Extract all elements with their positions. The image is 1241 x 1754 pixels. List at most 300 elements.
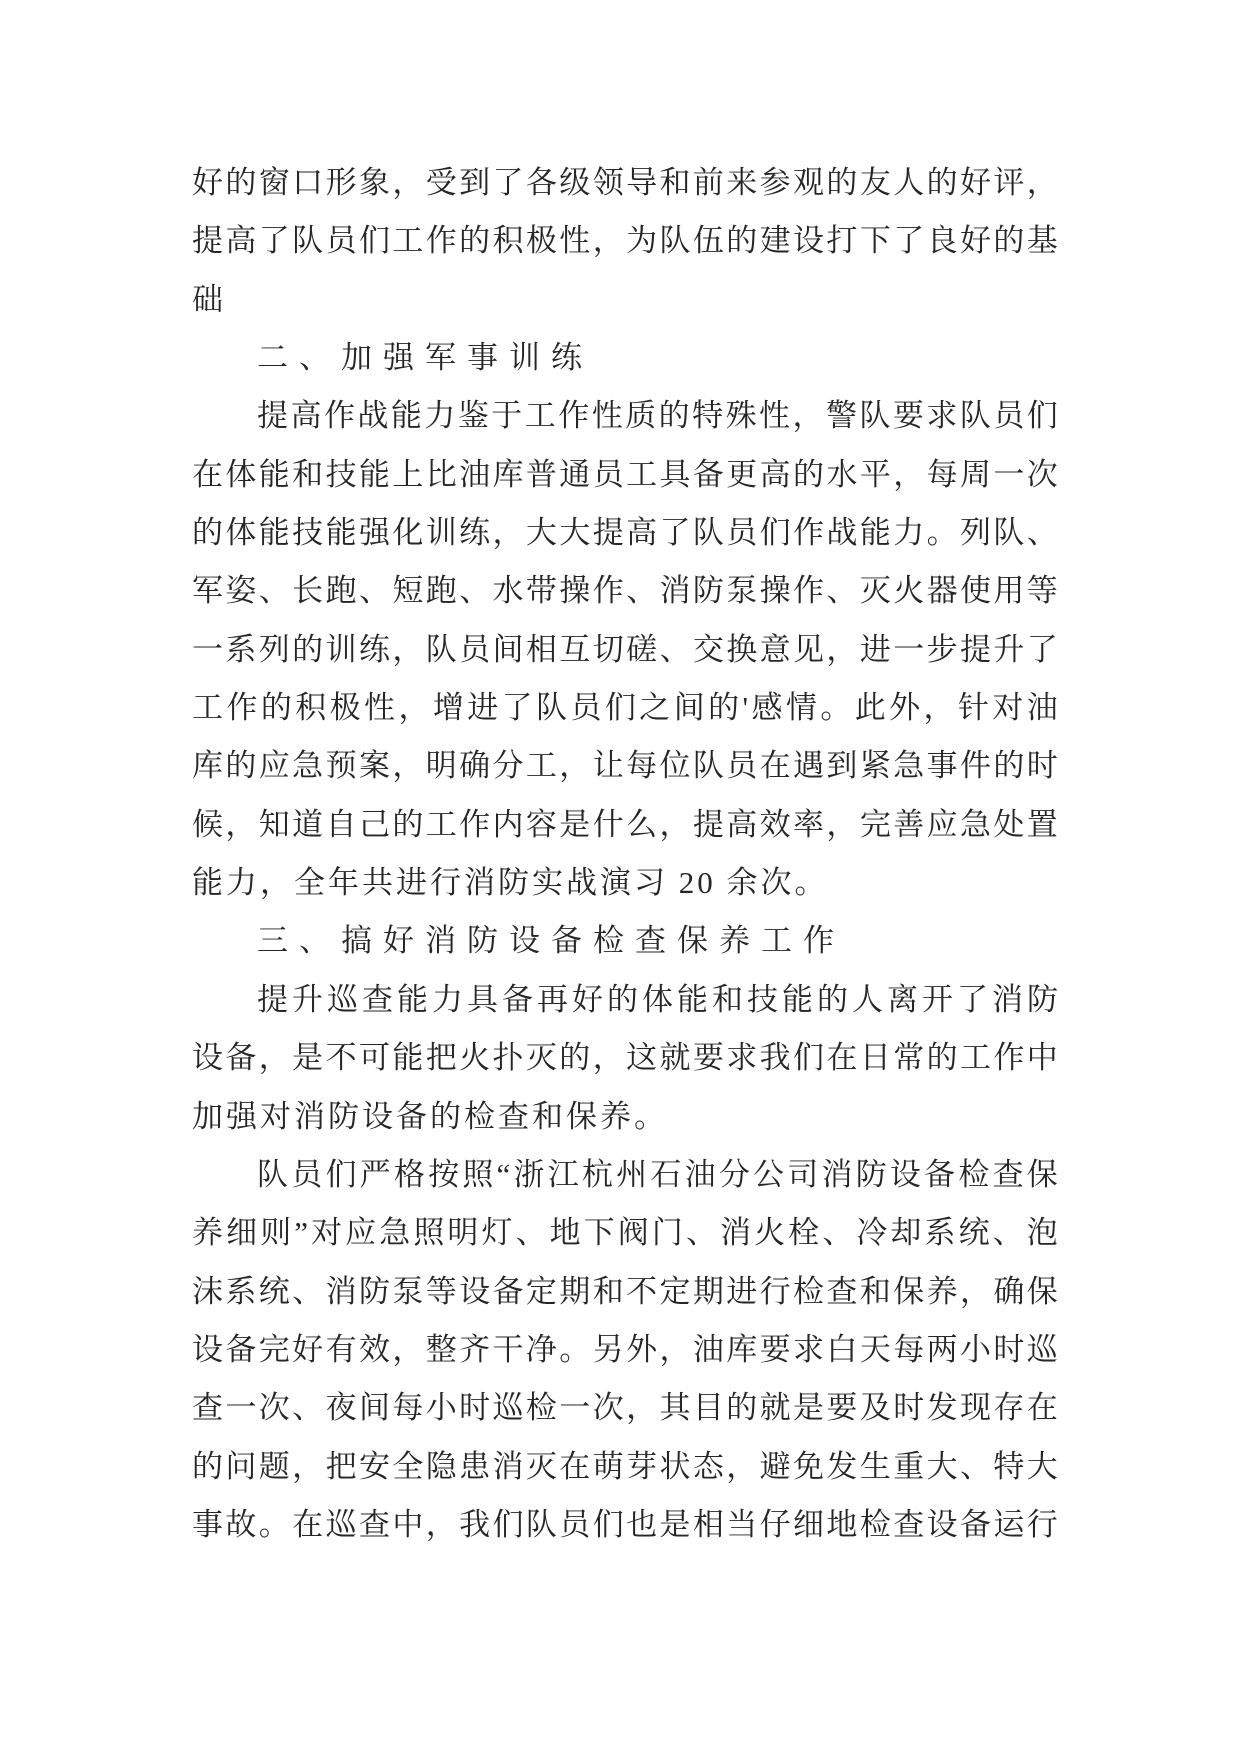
glyph: 员 <box>726 516 758 551</box>
glyph: 外 <box>626 1332 658 1367</box>
glyph: 队 <box>425 632 457 667</box>
glyph: 系 <box>225 1274 257 1309</box>
glyph: 进 <box>859 632 891 667</box>
glyph: ， <box>659 807 691 842</box>
glyph: 训 <box>325 632 357 667</box>
glyph: 下 <box>859 224 891 259</box>
glyph: 警 <box>825 399 857 434</box>
glyph: 能 <box>397 982 428 1017</box>
glyph: 查 <box>362 982 393 1017</box>
glyph: 、 <box>292 1274 324 1309</box>
glyph: 事 <box>926 749 958 784</box>
glyph: 进 <box>726 1274 758 1309</box>
glyph: 积 <box>492 224 524 259</box>
glyph: 。 <box>258 1507 290 1542</box>
glyph: 系 <box>225 632 257 667</box>
glyph: 作 <box>558 399 590 434</box>
glyph: 发 <box>826 1449 858 1484</box>
glyph: 下 <box>583 1216 615 1251</box>
glyph: 练 <box>459 516 491 551</box>
glyph: 形 <box>325 166 357 200</box>
glyph: 沫 <box>192 1274 223 1309</box>
glyph: 应 <box>345 1216 377 1251</box>
glyph: 门 <box>651 1216 683 1251</box>
glyph: 石 <box>650 1157 682 1192</box>
glyph: 查 <box>893 1507 925 1542</box>
glyph: 消 <box>325 1274 357 1309</box>
glyph: 我 <box>459 1507 491 1542</box>
text-line <box>192 808 1058 866</box>
glyph: 对 <box>311 1216 343 1251</box>
glyph: 可 <box>358 1041 390 1076</box>
glyph: 间 <box>358 1391 390 1426</box>
glyph: 换 <box>726 632 758 667</box>
glyph: 时 <box>1026 749 1058 784</box>
glyph: 步 <box>926 632 958 667</box>
glyph: 备 <box>502 982 533 1017</box>
glyph: 要 <box>692 1041 724 1076</box>
glyph: 一 <box>993 457 1025 492</box>
glyph: 干 <box>492 1332 524 1367</box>
text-line <box>192 1216 1058 1274</box>
glyph: 案 <box>358 749 390 784</box>
glyph: 期 <box>559 1274 591 1309</box>
glyph: 到 <box>459 166 491 200</box>
glyph: 高 <box>225 224 257 259</box>
glyph: 次 <box>592 1391 624 1426</box>
glyph: 建 <box>759 224 791 259</box>
glyph: 力 <box>432 982 463 1017</box>
glyph: 齐 <box>459 1332 491 1367</box>
glyph: 消 <box>821 1157 853 1192</box>
glyph: 效 <box>358 1332 390 1367</box>
glyph: 夜 <box>325 1391 357 1426</box>
glyph: 能 <box>258 516 290 551</box>
glyph: 间 <box>673 691 705 726</box>
glyph: 净 <box>525 1332 557 1367</box>
glyph: ， <box>626 1391 658 1426</box>
glyph: 养 <box>926 1274 958 1309</box>
glyph: ， <box>492 516 524 551</box>
glyph: 能 <box>390 399 422 434</box>
glyph: 芽 <box>626 1449 658 1484</box>
glyph: 通 <box>559 457 591 492</box>
glyph: 设 <box>192 1041 223 1076</box>
glyph: 目 <box>692 1391 724 1426</box>
glyph: 油 <box>692 1332 724 1367</box>
glyph: 不 <box>325 1041 357 1076</box>
glyph: 我 <box>759 1041 791 1076</box>
glyph: 能 <box>392 1041 424 1076</box>
glyph: 窗 <box>258 166 290 200</box>
glyph: 有 <box>325 1332 357 1367</box>
glyph: 备 <box>225 1041 257 1076</box>
glyph: 设 <box>926 1507 958 1542</box>
glyph: 。 <box>820 691 852 726</box>
glyph: 一 <box>192 632 223 667</box>
glyph: 好 <box>192 166 223 200</box>
glyph: 队 <box>993 516 1025 551</box>
glyph: 免 <box>793 1449 825 1484</box>
glyph: 在 <box>192 457 223 492</box>
glyph: 现 <box>959 1391 991 1426</box>
glyph: 、 <box>822 1216 854 1251</box>
glyph: 、 <box>292 1391 324 1426</box>
glyph: 和 <box>292 457 324 492</box>
glyph: 了 <box>659 516 691 551</box>
glyph: 殊 <box>725 399 757 434</box>
glyph: 确 <box>993 1274 1025 1309</box>
glyph: 火 <box>754 1216 786 1251</box>
glyph: 格 <box>393 1157 425 1192</box>
glyph: 能 <box>258 457 290 492</box>
glyph: 查 <box>992 1157 1024 1192</box>
glyph: 高 <box>726 807 758 842</box>
glyph: 及 <box>859 1391 891 1426</box>
glyph: ， <box>592 224 624 259</box>
text-line <box>192 1333 1058 1391</box>
glyph: 分 <box>492 749 524 784</box>
glyph: 力 <box>893 516 925 551</box>
glyph: 针 <box>957 691 989 726</box>
glyph: 周 <box>959 457 991 492</box>
glyph: 队 <box>257 1157 288 1192</box>
glyph: 己 <box>358 807 390 842</box>
glyph: 外 <box>889 691 921 726</box>
glyph: ， <box>392 749 424 784</box>
glyph: 杭 <box>581 1157 613 1192</box>
glyph: 提 <box>692 807 724 842</box>
glyph: 隐 <box>425 1449 457 1484</box>
glyph: 的 <box>726 224 758 259</box>
glyph: 工 <box>524 399 556 434</box>
glyph: 作 <box>793 516 825 551</box>
glyph: 导 <box>626 166 658 200</box>
glyph: 备 <box>692 457 724 492</box>
glyph: 预 <box>325 749 357 784</box>
glyph: 却 <box>890 1216 922 1251</box>
glyph: 生 <box>859 1449 891 1484</box>
glyph: 设 <box>889 1157 921 1192</box>
glyph: 遇 <box>793 749 825 784</box>
glyph: 知 <box>258 807 290 842</box>
glyph: 油 <box>459 457 491 492</box>
glyph: 消 <box>659 574 691 609</box>
text-line: 能力，全年共进行消防实战演习 20 余次。 <box>192 866 829 901</box>
glyph: 位 <box>659 749 691 784</box>
glyph: 巡 <box>492 1391 524 1426</box>
glyph: 完 <box>258 1332 290 1367</box>
glyph: 的 <box>192 1449 223 1484</box>
glyph: 员 <box>325 224 357 259</box>
glyph: 技 <box>747 982 778 1017</box>
glyph: 。 <box>926 516 958 551</box>
glyph: ， <box>659 1332 691 1367</box>
glyph: 平 <box>859 457 891 492</box>
glyph: 天 <box>859 1332 891 1367</box>
glyph: 事 <box>192 1507 223 1542</box>
glyph: 操 <box>759 574 791 609</box>
text-line <box>192 1508 1058 1566</box>
glyph: 了 <box>957 982 988 1017</box>
glyph: 库 <box>492 457 524 492</box>
glyph: 灭 <box>525 1041 557 1076</box>
glyph: 态 <box>692 1449 724 1484</box>
glyph: 浙 <box>513 1157 545 1192</box>
glyph: 战 <box>826 516 858 551</box>
glyph: 极 <box>525 224 557 259</box>
glyph: 能 <box>859 516 891 551</box>
glyph: 州 <box>616 1157 648 1192</box>
glyph: 把 <box>325 1449 357 1484</box>
glyph: 全 <box>392 1449 424 1484</box>
glyph: 中 <box>1026 1041 1058 1076</box>
glyph: 伍 <box>692 224 724 259</box>
glyph: 自 <box>325 807 357 842</box>
text-line <box>192 983 1058 1041</box>
glyph: 了 <box>501 691 533 726</box>
glyph: 级 <box>559 166 591 200</box>
text-line <box>192 1391 1058 1449</box>
glyph: 消 <box>992 982 1023 1017</box>
glyph: 作 <box>993 1041 1025 1076</box>
glyph: 当 <box>726 1507 758 1542</box>
glyph: 水 <box>826 457 858 492</box>
glyph: 备 <box>492 1274 524 1309</box>
glyph: 大 <box>559 516 591 551</box>
glyph: 受 <box>425 166 457 200</box>
glyph: ” <box>294 1216 308 1251</box>
glyph: 这 <box>626 1041 658 1076</box>
glyph: 质 <box>625 399 657 434</box>
glyph: 和 <box>592 1274 624 1309</box>
glyph: 员 <box>726 749 758 784</box>
glyph: 容 <box>525 807 557 842</box>
glyph: 好 <box>292 1332 324 1367</box>
glyph: 的 <box>793 457 825 492</box>
glyph: 扑 <box>492 1041 524 1076</box>
glyph: 每 <box>392 1391 424 1426</box>
glyph: 白 <box>826 1332 858 1367</box>
glyph: 离 <box>887 982 918 1017</box>
glyph: 的 <box>559 1041 591 1076</box>
glyph: 比 <box>425 457 457 492</box>
glyph: 冷 <box>856 1216 888 1251</box>
glyph: 公 <box>753 1157 785 1192</box>
glyph: 提 <box>257 399 288 434</box>
glyph: 了 <box>893 224 925 259</box>
glyph: 急 <box>379 1216 411 1251</box>
glyph: 是 <box>659 1507 691 1542</box>
glyph: 互 <box>559 632 591 667</box>
glyph: 列 <box>258 632 290 667</box>
text-line: 加强对消防设备的检查和保养。 <box>192 1099 668 1134</box>
glyph: 了 <box>492 166 524 200</box>
text-line <box>192 224 1058 282</box>
glyph: 把 <box>425 1041 457 1076</box>
text-line <box>192 399 1058 457</box>
glyph: 安 <box>358 1449 390 1484</box>
glyph: 什 <box>592 807 624 842</box>
glyph: 能 <box>325 516 357 551</box>
glyph: 们 <box>1026 399 1058 434</box>
glyph: 对 <box>992 691 1024 726</box>
glyph: 巡 <box>1026 1332 1058 1367</box>
glyph: 中 <box>392 1507 424 1542</box>
glyph: 用 <box>993 574 1025 609</box>
glyph: 参 <box>759 166 791 200</box>
glyph: 急 <box>893 749 925 784</box>
glyph: 队 <box>692 516 724 551</box>
glyph: 性 <box>364 691 396 726</box>
glyph: 灭 <box>859 574 891 609</box>
glyph: 则 <box>260 1216 292 1251</box>
glyph: 的 <box>392 807 424 842</box>
glyph: 小 <box>425 1391 457 1426</box>
glyph: 和 <box>659 166 691 200</box>
glyph: 短 <box>392 574 424 609</box>
glyph: 切 <box>592 632 624 667</box>
glyph: 也 <box>626 1507 658 1542</box>
glyph: 患 <box>459 1449 491 1484</box>
glyph: 是 <box>559 807 591 842</box>
glyph: 们 <box>759 516 791 551</box>
glyph: 意 <box>759 632 791 667</box>
glyph: 器 <box>926 574 958 609</box>
glyph: 了 <box>258 224 290 259</box>
glyph: ， <box>258 1041 290 1076</box>
glyph: 巡 <box>327 982 358 1017</box>
glyph: 次 <box>258 1391 290 1426</box>
glyph: 们 <box>604 691 636 726</box>
glyph: 。 <box>559 1332 591 1367</box>
text-line <box>192 516 1058 574</box>
glyph: 工 <box>192 691 223 726</box>
glyph: 在 <box>826 1041 858 1076</box>
glyph: 领 <box>592 166 624 200</box>
glyph: ， <box>425 1507 457 1542</box>
glyph: 、 <box>258 574 290 609</box>
glyph: 件 <box>959 749 991 784</box>
glyph: 栓 <box>788 1216 820 1251</box>
glyph: 巡 <box>325 1507 357 1542</box>
glyph: 的 <box>225 749 257 784</box>
glyph: 情 <box>785 691 817 726</box>
glyph: 性 <box>559 224 591 259</box>
glyph: 不 <box>626 1274 658 1309</box>
glyph: 灯 <box>481 1216 513 1251</box>
glyph: 求 <box>793 1332 825 1367</box>
glyph: 带 <box>525 574 557 609</box>
glyph: 应 <box>258 749 290 784</box>
glyph: 的 <box>658 399 690 434</box>
glyph: 善 <box>893 807 925 842</box>
glyph: 人 <box>852 982 883 1017</box>
glyph: ， <box>792 399 824 434</box>
glyph: 效 <box>759 807 791 842</box>
glyph: 一 <box>559 1391 591 1426</box>
glyph: 定 <box>659 1274 691 1309</box>
glyph: 、 <box>992 1216 1024 1251</box>
glyph: 提 <box>592 516 624 551</box>
glyph: 进 <box>467 691 499 726</box>
glyph: 、 <box>1026 516 1058 551</box>
glyph: 行 <box>1026 1507 1058 1542</box>
glyph: 使 <box>959 574 991 609</box>
glyph: 的 <box>926 1041 958 1076</box>
glyph: 系 <box>924 1216 956 1251</box>
text-line <box>192 458 1058 516</box>
glyph: 备 <box>924 1157 956 1192</box>
glyph: 强 <box>358 516 390 551</box>
glyph: 求 <box>726 1041 758 1076</box>
glyph: 库 <box>726 1332 758 1367</box>
glyph: 地 <box>826 1507 858 1542</box>
glyph: 时 <box>893 1391 925 1426</box>
glyph: 检 <box>525 1391 557 1426</box>
glyph: 候 <box>192 807 223 842</box>
glyph: 是 <box>793 1391 825 1426</box>
glyph: 员 <box>291 1157 323 1192</box>
glyph: 灭 <box>525 1449 557 1484</box>
glyph: 急 <box>292 749 324 784</box>
glyph: 严 <box>359 1157 391 1192</box>
glyph: 存 <box>993 1391 1025 1426</box>
glyph: 积 <box>295 691 327 726</box>
glyph: 员 <box>459 632 491 667</box>
glyph: ， <box>398 691 430 726</box>
glyph: 照 <box>413 1216 445 1251</box>
glyph: 的 <box>826 166 858 200</box>
glyph: 油 <box>684 1157 716 1192</box>
glyph: 次 <box>1026 457 1058 492</box>
glyph: 员 <box>559 1507 591 1542</box>
glyph: 重 <box>893 1449 925 1484</box>
glyph: 升 <box>292 982 323 1017</box>
glyph: 查 <box>358 1507 390 1542</box>
glyph: 紧 <box>859 749 891 784</box>
glyph: 、 <box>959 1449 991 1484</box>
glyph: ， <box>826 632 858 667</box>
glyph: 队 <box>692 749 724 784</box>
glyph: 的 <box>817 982 848 1017</box>
glyph: 能 <box>782 982 813 1017</box>
glyph: 处 <box>993 807 1025 842</box>
glyph: 此 <box>854 691 886 726</box>
glyph: 完 <box>859 807 891 842</box>
glyph: 急 <box>959 807 991 842</box>
glyph: 的 <box>926 166 958 200</box>
glyph: 泵 <box>392 1274 424 1309</box>
glyph: 体 <box>642 982 673 1017</box>
glyph: 小 <box>959 1332 991 1367</box>
glyph: ， <box>826 807 858 842</box>
glyph: 上 <box>392 457 424 492</box>
glyph: 体 <box>225 516 257 551</box>
glyph: 确 <box>459 749 491 784</box>
glyph: 明 <box>425 749 457 784</box>
glyph: 养 <box>192 1216 223 1251</box>
glyph: 就 <box>759 1391 791 1426</box>
glyph: 性 <box>759 399 791 434</box>
glyph: 么 <box>626 807 658 842</box>
glyph: 细 <box>793 1507 825 1542</box>
glyph: 高 <box>626 516 658 551</box>
glyph: 、 <box>659 632 691 667</box>
glyph: 更 <box>726 457 758 492</box>
glyph: 间 <box>492 632 524 667</box>
glyph: 分 <box>718 1157 750 1192</box>
